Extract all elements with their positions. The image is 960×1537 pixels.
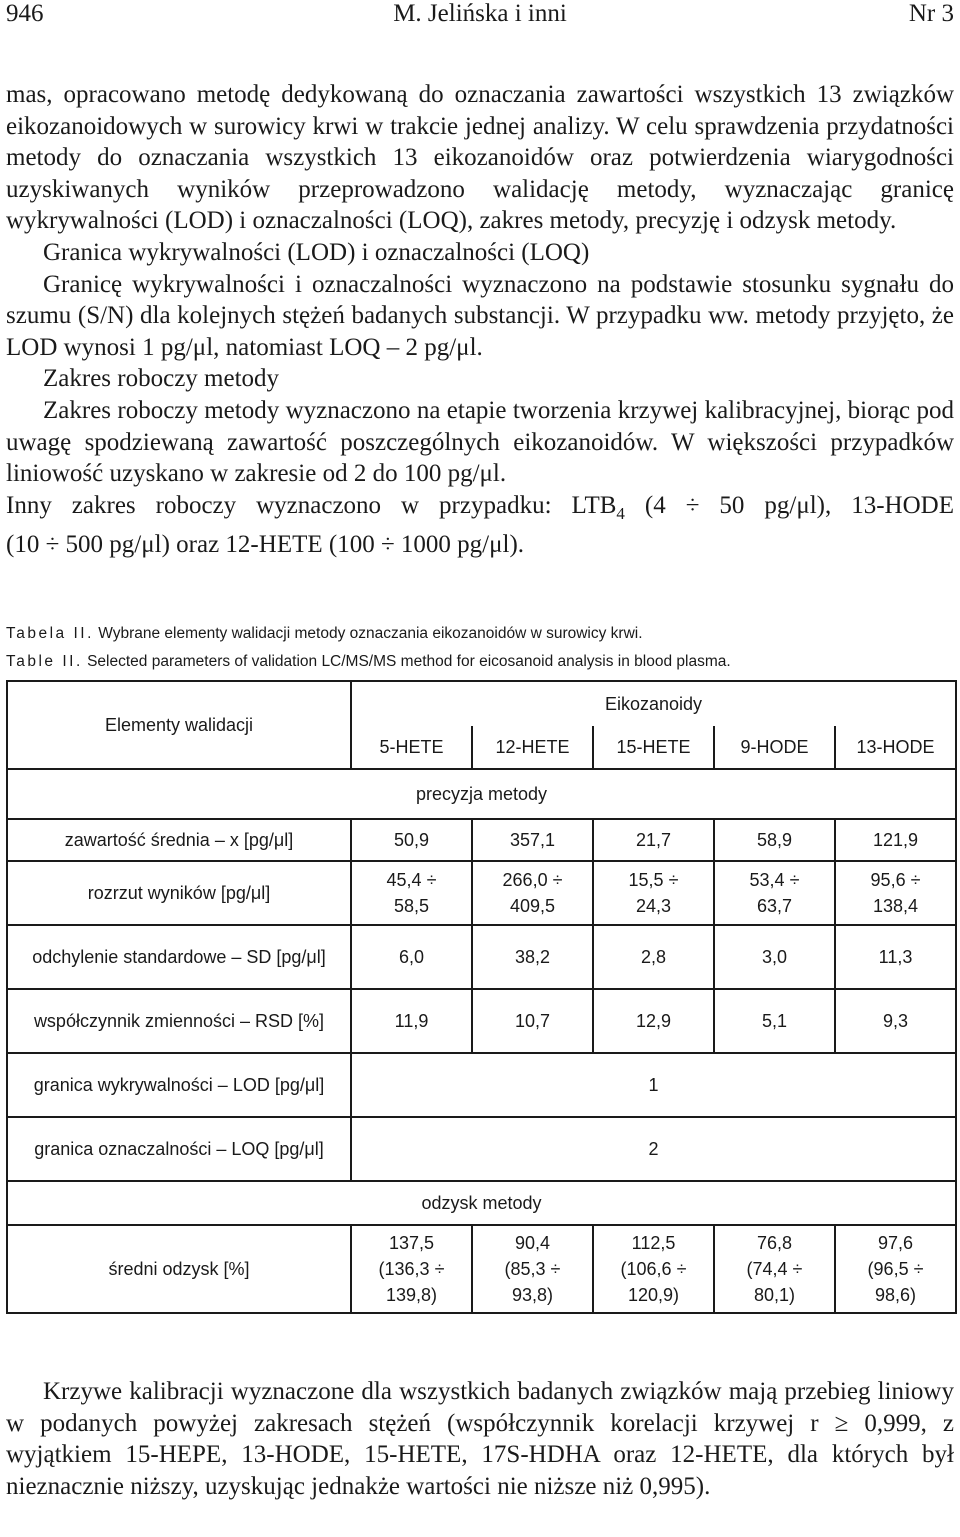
cell-line: 409,5 [509, 896, 556, 916]
table-cell [835, 1225, 956, 1313]
table-cell [835, 861, 956, 925]
caption-en-label: Table II. [6, 653, 83, 670]
table-cell [351, 1225, 472, 1313]
closing-paragraph: Krzywe kalibracji wyznaczone dla wszystkich badanych związków mają przebieg liniowy w podanych powyżej zakresach stężeń (współczynnik korelacji krzywej r ≥ 0,999, z wyjątkiem 15-HEPE, 13-HODE, 15-HETE, 17S-HDHA oraz 12-HETE, dla których był nieznacznie niższy, uzyskując jednakże wartości nie niższe niż 0,995). [6, 1378, 954, 1500]
cell-line: 93,8) [511, 1285, 554, 1305]
table-cell [714, 861, 835, 925]
range-paragraph-3: (10 ÷ 500 pg/μl) oraz 12-HETE (100 ÷ 1000 pg/μl). [6, 531, 525, 559]
section-precision: precyzja metody [7, 769, 956, 819]
column-header: 9-HODE [714, 726, 835, 769]
row-label: średni odzysk [%] [7, 1225, 351, 1313]
column-header: 5-HETE [351, 726, 472, 769]
table-cell: 10,7 [472, 989, 593, 1053]
table-cell: 50,9 [351, 819, 472, 861]
cell-line: 112,5 [631, 1233, 676, 1253]
body-text-top [6, 79, 954, 561]
range-text-b: (4 ÷ 50 pg/μl), 13-HODE [624, 491, 954, 519]
issue-number: Nr 3 [908, 0, 954, 27]
cell-line: (74,4 ÷ [746, 1259, 803, 1279]
lod-heading: Granica wykrywalności (LOD) i oznaczalności (LOQ) [43, 238, 590, 266]
table-cell [351, 861, 472, 925]
table-cell: 12,9 [593, 989, 714, 1053]
cell-line: 138,4 [872, 896, 919, 916]
row-label: współczynnik zmienności – RSD [%] [7, 989, 351, 1053]
table-cell: 121,9 [835, 819, 956, 861]
table-cell: 11,9 [351, 989, 472, 1053]
range-text-a: Inny zakres roboczy wyznaczono w przypadku: LTB [6, 491, 617, 519]
row-label: granica oznaczalności – LOQ [pg/μl] [7, 1117, 351, 1181]
column-header: 12-HETE [472, 726, 593, 769]
table-cell: 11,3 [835, 925, 956, 989]
table-cell [472, 861, 593, 925]
cell-line: (85,3 ÷ [504, 1259, 561, 1279]
column-header: 13-HODE [835, 726, 956, 769]
cell-line: (106,6 ÷ [620, 1259, 687, 1279]
row-label: zawartość średnia – x [pg/μl] [7, 819, 351, 861]
cell-line: 95,6 ÷ [870, 870, 921, 890]
caption-pl-text: Wybrane elementy walidacji metody oznaczania eikozanoidów w surowicy krwi. [93, 625, 643, 642]
table-cell-merged: 2 [351, 1117, 956, 1181]
row-label: granica wykrywalności – LOD [pg/μl] [7, 1053, 351, 1117]
validation-table [6, 680, 957, 1314]
range-paragraph-2 [6, 490, 954, 530]
running-header [6, 0, 954, 34]
table-cell: 38,2 [472, 925, 593, 989]
caption-pl-label: Tabela II. [6, 625, 94, 642]
cell-line: 120,9) [627, 1285, 680, 1305]
range-text-sub: 4 [616, 503, 625, 523]
table-cell: 58,9 [714, 819, 835, 861]
group-header: Eikozanoidy [351, 681, 956, 726]
table-cell: 9,3 [835, 989, 956, 1053]
section-recovery: odzysk metody [7, 1181, 956, 1225]
page-number: 946 [6, 0, 44, 27]
table-cell [593, 861, 714, 925]
cell-line: 80,1) [753, 1285, 796, 1305]
cell-line: 90,4 [514, 1233, 551, 1253]
column-header: 15-HETE [593, 726, 714, 769]
row-label: rozrzut wyników [pg/μl] [7, 861, 351, 925]
table-cell [472, 1225, 593, 1313]
table-caption [6, 620, 954, 676]
cell-line: 97,6 [877, 1233, 914, 1253]
cell-line: 98,6) [875, 1285, 917, 1305]
cell-line: 58,5 [393, 896, 430, 916]
cell-line: (136,3 ÷ [378, 1259, 445, 1279]
table-cell: 357,1 [472, 819, 593, 861]
corner-header: Elementy walidacji [7, 681, 351, 769]
table-cell: 21,7 [593, 819, 714, 861]
intro-paragraph: mas, opracowano metodę dedykowaną do oznaczania zawartości wszystkich 13 związków eikozanoidowych w surowicy krwi w trakcie jednej analizy. W celu sprawdzenia przydatności metody do oznaczania wszystkich 13 eikozanoidów oraz potwierdzenia wiarygodności uzyskiwanych wyników przeprowadzono walidację metody, wyznaczając granicę wykrywalności (LOD) i oznaczalności (LOQ), zakres metody, precyzję i odzysk metody. [6, 81, 954, 235]
cell-line: (96,5 ÷ [867, 1259, 924, 1279]
caption-polish [6, 620, 954, 648]
caption-english [6, 648, 954, 676]
row-label: odchylenie standardowe – SD [pg/μl] [7, 925, 351, 989]
table-cell: 2,8 [593, 925, 714, 989]
cell-line: 139,8) [385, 1285, 438, 1305]
cell-line: 137,5 [388, 1233, 435, 1253]
cell-line: 53,4 ÷ [749, 870, 800, 890]
table-cell [593, 1225, 714, 1313]
cell-line: 45,4 ÷ [386, 870, 437, 890]
table-cell [714, 1225, 835, 1313]
table-cell: 3,0 [714, 925, 835, 989]
table-cell-merged: 1 [351, 1053, 956, 1117]
header-authors: M. Jelińska i inni [393, 0, 567, 27]
table-cell: 5,1 [714, 989, 835, 1053]
lod-paragraph: Granicę wykrywalności i oznaczalności wyznaczono na podstawie stosunku sygnału do szumu (S/N) dla kolejnych stężeń badanych substancji. W przypadku ww. metody przyjęto, że LOD wynosi 1 pg/μl, natomiast LOQ – 2 pg/μl. [6, 270, 954, 361]
cell-line: 76,8 [756, 1233, 793, 1253]
cell-line: 63,7 [756, 896, 793, 916]
table-cell: 6,0 [351, 925, 472, 989]
cell-line: 15,5 ÷ [628, 870, 679, 890]
cell-line: 266,0 ÷ [502, 870, 563, 890]
caption-en-text: Selected parameters of validation LC/MS/MS method for eicosanoid analysis in blood plasma. [82, 653, 731, 670]
range-paragraph: Zakres roboczy metody wyznaczono na etapie tworzenia krzywej kalibracyjnej, biorąc pod uwagę spodziewaną zawartość poszczególnych eikozanoidów. W większości przypadków liniowość uzyskano w zakresie od 2 do 100 pg/μl. [6, 396, 954, 488]
body-text-bottom [6, 1376, 954, 1502]
cell-line: 24,3 [635, 896, 672, 916]
range-heading: Zakres roboczy metody [43, 365, 280, 393]
